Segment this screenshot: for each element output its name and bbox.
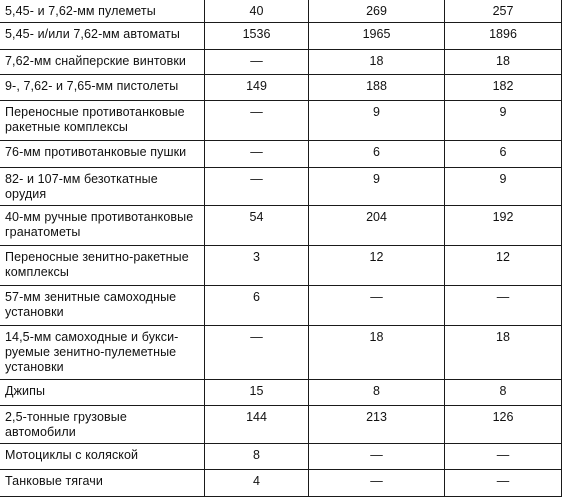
table-row	[0, 23, 562, 50]
value-cell-col3: 8	[445, 380, 562, 406]
item-name-cell: 57-мм зенитные самоходные установки	[0, 286, 205, 326]
table-row	[0, 326, 562, 380]
table-row	[0, 406, 562, 444]
value-cell-col3: 9	[445, 101, 562, 141]
value-cell-col2: 1965	[309, 23, 445, 50]
value-cell-col1: 3	[205, 246, 309, 286]
value-cell-col1: 15	[205, 380, 309, 406]
item-name-cell: Мотоциклы с коляской	[0, 444, 205, 470]
value-cell-col1: —	[205, 141, 309, 168]
item-name-cell: 5,45- и 7,62-мм пулеметы	[0, 0, 205, 23]
value-cell-col2: 269	[309, 0, 445, 23]
value-cell-col1: 1536	[205, 23, 309, 50]
value-cell-col2: 9	[309, 101, 445, 141]
value-cell-col3: —	[445, 470, 562, 497]
table-row	[0, 206, 562, 246]
value-cell-col3: 1896	[445, 23, 562, 50]
value-cell-col1: 8	[205, 444, 309, 470]
value-cell-col3: 6	[445, 141, 562, 168]
value-cell-col1: —	[205, 326, 309, 380]
value-cell-col3: 18	[445, 326, 562, 380]
table-row	[0, 0, 562, 23]
table-row	[0, 470, 562, 497]
table-row	[0, 380, 562, 406]
table-row	[0, 50, 562, 75]
table-row	[0, 444, 562, 470]
value-cell-col1: —	[205, 101, 309, 141]
value-cell-col3: —	[445, 286, 562, 326]
value-cell-col1: —	[205, 50, 309, 75]
value-cell-col2: —	[309, 444, 445, 470]
value-cell-col1: 4	[205, 470, 309, 497]
item-name-cell: Переносные противотанковые ракетные комплексы	[0, 101, 205, 141]
value-cell-col1: 144	[205, 406, 309, 444]
value-cell-col3: —	[445, 444, 562, 470]
value-cell-col3: 12	[445, 246, 562, 286]
table-row	[0, 246, 562, 286]
table-row	[0, 101, 562, 141]
item-name-cell: 7,62-мм снайперские винтовки	[0, 50, 205, 75]
value-cell-col3: 126	[445, 406, 562, 444]
value-cell-col3: 18	[445, 50, 562, 75]
value-cell-col2: —	[309, 470, 445, 497]
item-name-cell: 2,5-тонные грузовые автомобили	[0, 406, 205, 444]
item-name-cell: 14,5-мм самоходные и букси- руемые зенитно-пулеметные установки	[0, 326, 205, 380]
value-cell-col2: 188	[309, 75, 445, 101]
value-cell-col2: 9	[309, 168, 445, 206]
value-cell-col3: 182	[445, 75, 562, 101]
item-name-cell: 5,45- и/или 7,62-мм автоматы	[0, 23, 205, 50]
value-cell-col1: 40	[205, 0, 309, 23]
item-name-cell: 76-мм противотанковые пушки	[0, 141, 205, 168]
table-row	[0, 75, 562, 101]
value-cell-col1: 149	[205, 75, 309, 101]
value-cell-col1: 54	[205, 206, 309, 246]
item-name-cell: 40-мм ручные противотанковые гранатометы	[0, 206, 205, 246]
value-cell-col2: 213	[309, 406, 445, 444]
item-name-cell: Переносные зенитно-ракетные комплексы	[0, 246, 205, 286]
item-name-cell: Танковые тягачи	[0, 470, 205, 497]
item-name-cell: 9-, 7,62- и 7,65-мм пистолеты	[0, 75, 205, 101]
table-row	[0, 168, 562, 206]
table-row	[0, 286, 562, 326]
value-cell-col2: 204	[309, 206, 445, 246]
value-cell-col1: 6	[205, 286, 309, 326]
value-cell-col2: 18	[309, 50, 445, 75]
value-cell-col2: 12	[309, 246, 445, 286]
value-cell-col2: 6	[309, 141, 445, 168]
value-cell-col2: 18	[309, 326, 445, 380]
table-row	[0, 141, 562, 168]
value-cell-col3: 257	[445, 0, 562, 23]
value-cell-col3: 192	[445, 206, 562, 246]
value-cell-col2: 8	[309, 380, 445, 406]
value-cell-col1: —	[205, 168, 309, 206]
item-name-cell: Джипы	[0, 380, 205, 406]
value-cell-col3: 9	[445, 168, 562, 206]
value-cell-col2: —	[309, 286, 445, 326]
item-name-cell: 82- и 107-мм безоткатные орудия	[0, 168, 205, 206]
